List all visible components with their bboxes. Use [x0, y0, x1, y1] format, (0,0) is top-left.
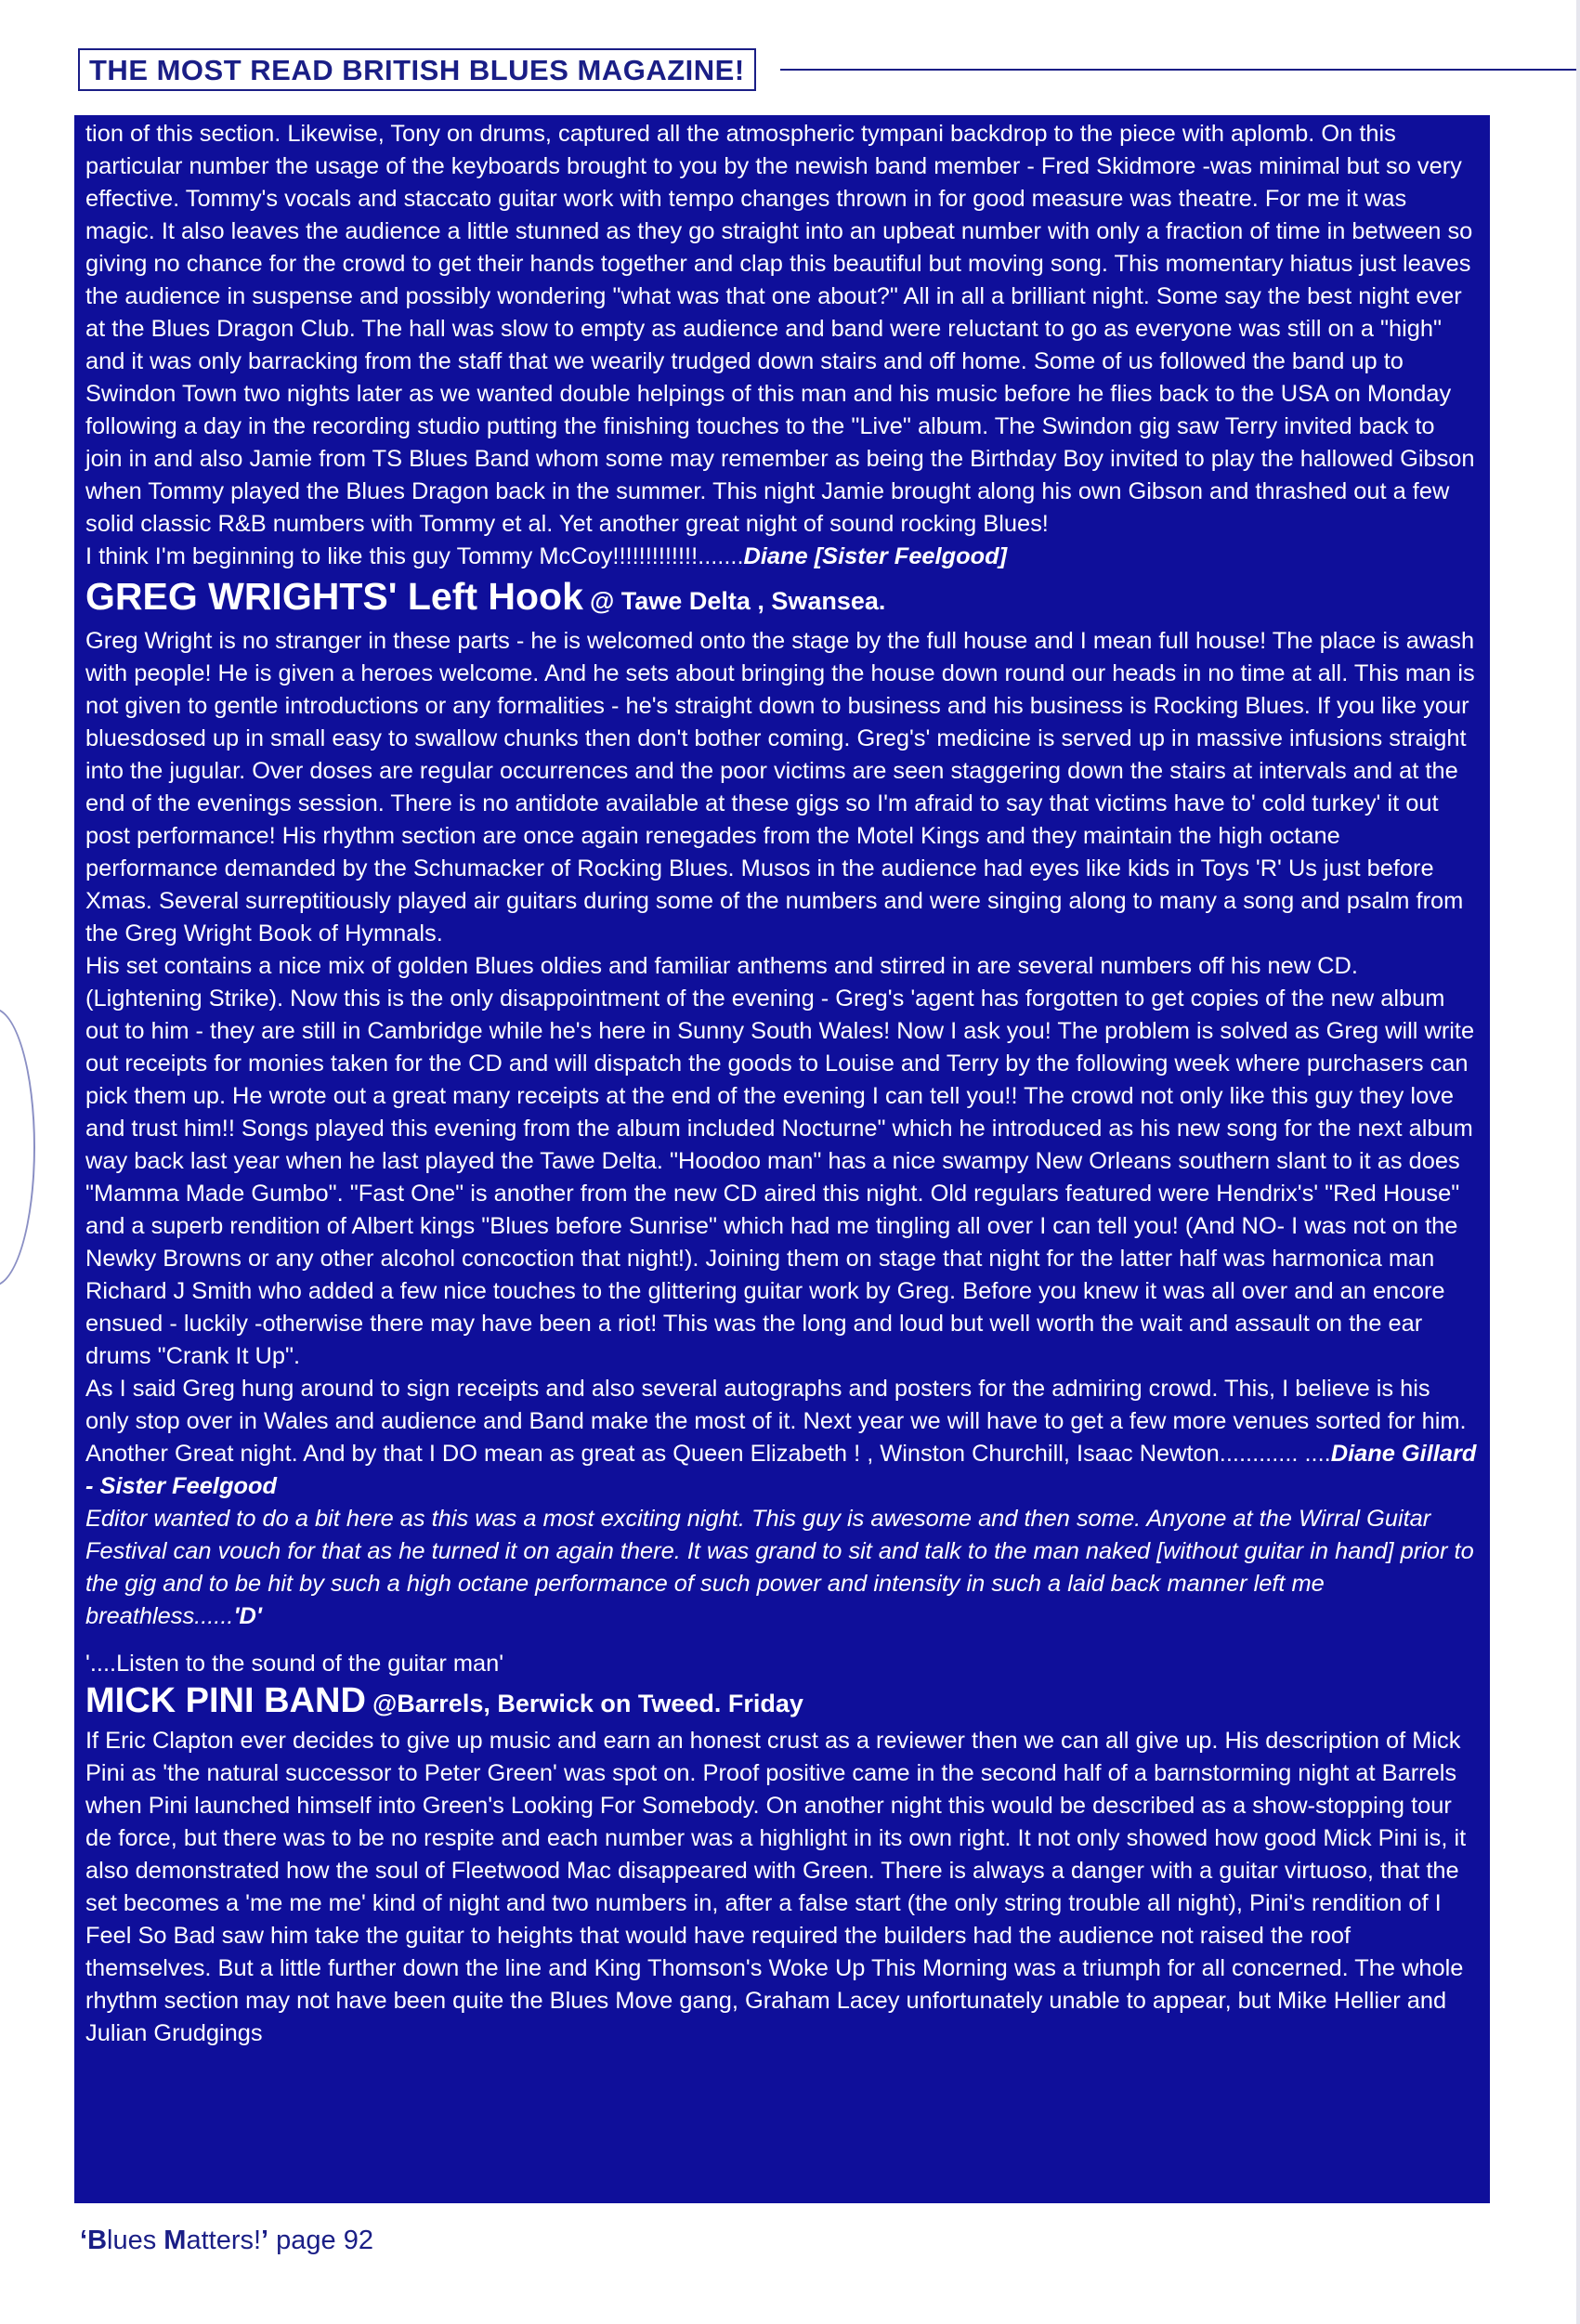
review-tommy-mccoy-closing	[85, 541, 1477, 573]
footer-quote-close: ’	[261, 2226, 269, 2255]
venue: @ Tawe Delta , Swansea.	[589, 587, 886, 615]
page-edge	[1576, 0, 1580, 2324]
editor-note-text: Editor wanted to do a bit here as this was a most exciting night. This guy is awesome and then some. Anyone at the Wirral Guitar Festival can vouch for that as he turned it on again there. It was grand to sit and talk to the man naked [without guitar in hand] prior to the gig and to be hit by such a high octane performance of such power and intensity in such a laid back manner left me breathless......	[85, 1506, 1474, 1629]
section-gap	[85, 1633, 1477, 1648]
article-panel	[74, 115, 1490, 2203]
signature: Diane [Sister Feelgood]	[743, 543, 1008, 569]
editor-note	[85, 1503, 1477, 1633]
footer-quote-open: ‘	[80, 2226, 88, 2255]
band-name: MICK PINI BAND	[85, 1681, 366, 1720]
page-number: page 92	[268, 2226, 373, 2255]
footer-atters: atters!	[186, 2226, 262, 2255]
review-greg-wright-para-2: His set contains a nice mix of golden Blues oldies and familiar anthems and stirred in are several numbers off his new CD. (Lightening Strike). Now this is the only disappointment of the evening - Greg's 'agent has forgotten to get copies of the new album out to him - they are still in Cambridge while he's here in Sunny South Wales! Now I ask you! The problem is solved as Greg will write out receipts for monies taken for the CD and will dispatch the goods to Louise and Terry by the following week where purchasers can pick them up. He wrote out a great many receipts at the end of the evening I can tell you!! The crowd not only like this guy they love and trust him!! Songs played this evening from the album included Nocturne" which he introduced as his new song for the next album way back last year when he last played the Tawe Delta. "Hoodoo man" has a nice swampy New Orleans southern slant to it as does "Mamma Made Gumbo". "Fast One" is another from the new CD aired this night. Old regulars featured were Hendrix's' "Red House" and a superb rendition of Albert kings "Blues before Sunrise" which had me tingling all over I can tell you! (And NO- I was not on the Newky Browns or any other alcohol concoction that night!). Joining them on stage that night for the latter half was harmonica man Richard J Smith who added a few nice touches to the glittering guitar work by Greg. Before you knew it was all over and an encore ensued - luckily -otherwise there may have been a riot! This was the long and loud but well worth the wait and assault on the ear drums "Crank It Up".	[85, 953, 1475, 1369]
masthead-title: THE MOST READ BRITISH BLUES MAGAZINE!	[78, 48, 756, 91]
page-footer	[80, 2226, 373, 2256]
review-heading-greg-wright	[85, 573, 1477, 625]
editor-signature: 'D'	[233, 1603, 262, 1629]
footer-initial-m: M	[163, 2226, 187, 2255]
venue: @Barrels, Berwick on Tweed. Friday	[372, 1690, 803, 1717]
footer-lues: lues	[107, 2226, 164, 2255]
song-quote: '....Listen to the sound of the guitar man'	[85, 1651, 504, 1677]
closing-line: I think I'm beginning to like this guy Tommy McCoy!!!!!!!!!!!!!.......	[85, 543, 744, 569]
band-name: GREG WRIGHTS' Left Hook	[85, 575, 583, 618]
footer-initial-b: B	[87, 2226, 108, 2255]
binding-hole-mark	[0, 1008, 35, 1286]
review-greg-wright-para-3	[85, 1373, 1477, 1503]
review-greg-wright-para-1: Greg Wright is no stranger in these parts - he is welcomed onto the stage by the full house and I mean full house! The place is awash with people! He is given a heroes welcome. And he sets about bringing the house down round our heads in no time at all. This man is not given to gentle introductions or any formalities - he's straight down to business and his business is Rocking Blues. If you like your bluesdosed up in small easy to swallow chunks then don't bother coming. Greg's' medicine is served up in massive infusions straight into the jugular. Over doses are regular occurrences and the poor victims are seen staggering down the stairs at intervals and at the end of the evenings session. There is no antidote available at these gigs so I'm afraid to say that victims have to' cold turkey' it out post performance! His rhythm section are once again renegades from the Motel Kings and they maintain the high octane performance demanded by the Schumacker of Rocking Blues. Musos in the audience had eyes like kids in Toys 'R' Us just before Xmas. Several surreptitiously played air guitars during some of the numbers and were singing along to many a song and psalm from the Greg Wright Book of Hymnals.	[85, 628, 1475, 947]
review-heading-mick-pini	[85, 1680, 1477, 1725]
masthead-rule	[780, 69, 1580, 71]
review-tommy-mccoy-body: tion of this section. Likewise, Tony on drums, captured all the atmospheric tympani backdrop to the piece with aplomb. On this particular number the usage of the keyboards brought to you by the newish band member - Fred Skidmore -was minimal but so very effective. Tommy's vocals and staccato guitar work with tempo changes thrown in for good measure was theatre. For me it was magic. It also leaves the audience a little stunned as they go straight into an upbeat number with only a fraction of time in between so giving no chance for the crowd to get their hands together and clap this beautiful but moving song. This momentary hiatus just leaves the audience in suspense and possibly wondering "what was that one about?" All in all a brilliant night. Some say the best night ever at the Blues Dragon Club. The hall was slow to empty as audience and band were reluctant to go as everyone was still on a "high" and it was only barracking from the staff that we wearily trudged down stairs and off home. Some of us followed the band up to Swindon Town two nights later as we wanted double helpings of this man and his music before he flies back to the USA on Monday following a day in the recording studio putting the finishing touches to the "Live" album. The Swindon gig saw Terry invited back to join in and also Jamie from TS Blues Band whom some may remember as being the Birthday Boy invited to play the hallowed Gibson when Tommy played the Blues Dragon back in the summer. This night Jamie brought along his own Gibson and thrashed out a few solid classic R&B numbers with Tommy et al. Yet another great night of sound rocking Blues!	[85, 121, 1475, 537]
para-text: As I said Greg hung around to sign receipts and also several autographs and posters for the admiring crowd. This, I believe is his only stop over in Wales and audience and Band make the most of it. Next year we will have to get a few more venues sorted for him. Another Great night. And by that I DO mean as great as Queen Elizabeth ! , Winston Churchill, Isaac Newton............ ....	[85, 1376, 1467, 1467]
review-mick-pini-para-1: If Eric Clapton ever decides to give up music and earn an honest crust as a reviewer then we can all give up. His description of Mick Pini as 'the natural successor to Peter Green' was spot on. Proof positive came in the second half of a barnstorming night at Barrels when Pini launched himself into Green's Looking For Somebody. On another night this would be described as a show-stopping tour de force, but there was to be no respite and each number was a highlight in its own right. It not only showed how good Mick Pini is, it also demonstrated how the soul of Fleetwood Mac disappeared with Green. There is always a danger with a guitar virtuoso, that the set becomes a 'me me me' kind of night and two numbers in, after a false start (the only string trouble all night), Pini's rendition of I Feel So Bad saw him take the guitar to heights that would have required the builders had the audience not raised the roof themselves. But a little further down the line and King Thomson's Woke Up This Morning was a triumph for all concerned. The whole rhythm section may not have been quite the Blues Move gang, Graham Lacey unfortunately unable to appear, but Mike Hellier and Julian Grudgings	[85, 1728, 1467, 2046]
signature: Diane Gillard - Sister Feelgood	[85, 1441, 1477, 1499]
